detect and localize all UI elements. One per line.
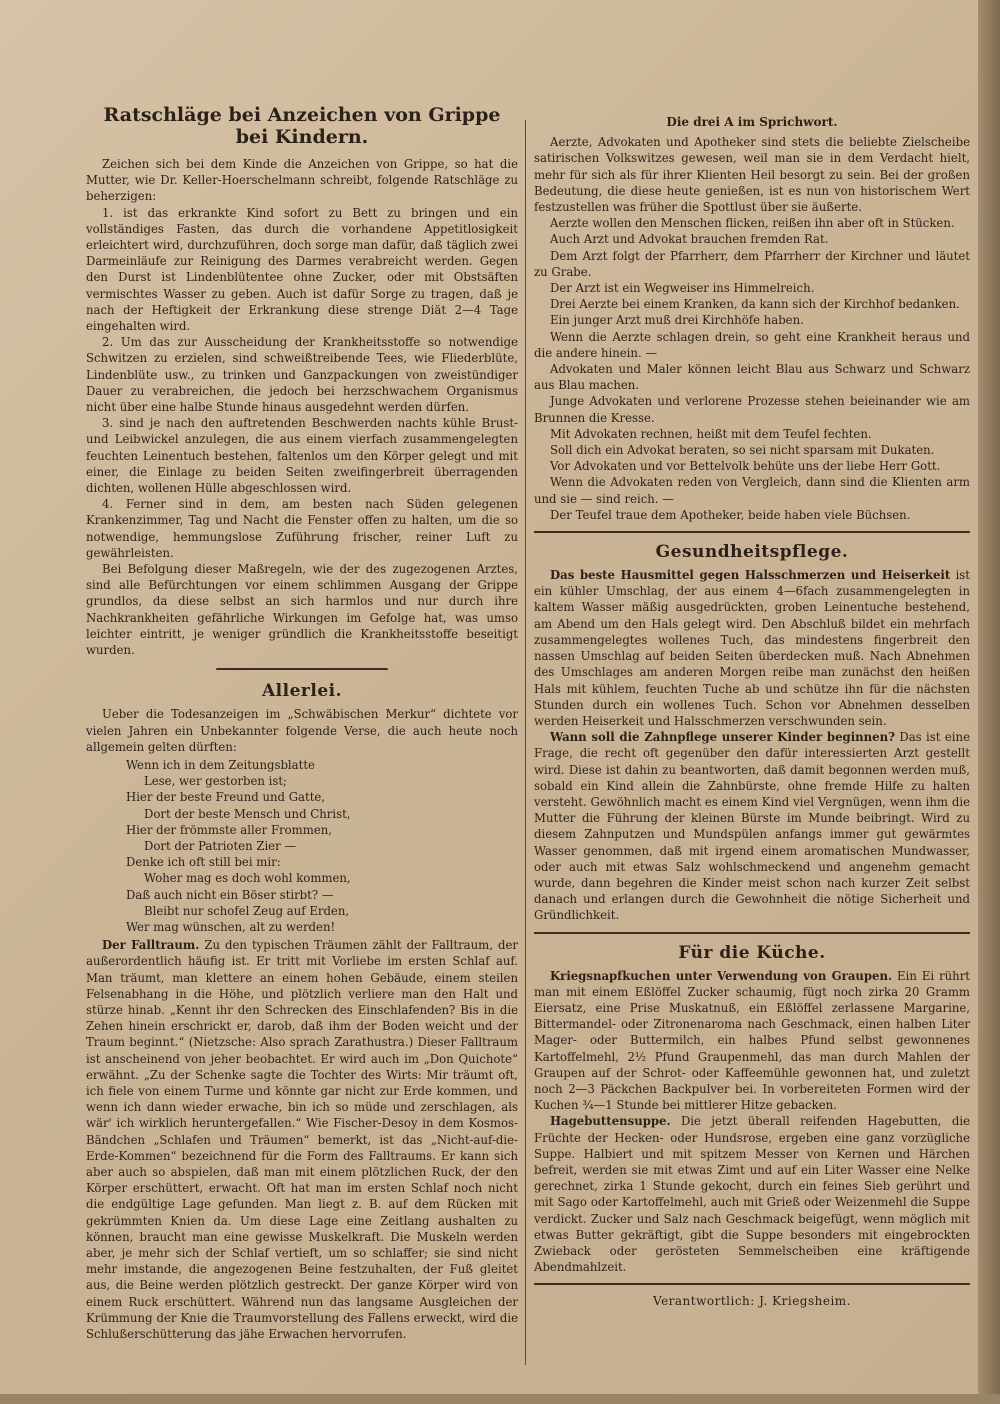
sprichwort-line: Der Arzt ist ein Wegweiser ins Himmelreich. — [550, 281, 815, 296]
kriegsnapfkuchen-paragraph — [534, 968, 970, 1114]
grippe-title-line2: bei Kindern. — [235, 126, 369, 148]
falltraum-paragraph — [86, 937, 518, 1342]
sprichwort-line: Der Teufel traue dem Apotheker, beide haben viele Büchsen. — [550, 507, 911, 522]
sprichwort-line: Junge Advokaten und verlorene Prozesse stehen beieinander wie am Brunnen die Kresse. — [534, 394, 970, 425]
sprichwort-line: Wenn die Aerzte schlagen drein, so geht eine Krankheit heraus und die andere hinein. — — [534, 329, 970, 360]
sprichwort-line: Aerzte, Advokaten und Apotheker sind stets die beliebte Zielscheibe satirischen Volkswitzes gewesen, weil man sie in dem Verdacht hielt, mehr für sich als für ihrer Klienten Heil besorgt zu sein. Bei der großen Bedeutung, die diese heute genießen, ist es nun von historischem Wert festzustellen was früher die Spottlust über sie äußerte. — [534, 135, 970, 215]
zahnpflege-lead: Wann soll die Zahnpflege unserer Kinder beginnen? — [550, 730, 895, 745]
poem-line: Dort der Patrioten Zier — — [144, 838, 297, 853]
grippe-intro: Zeichen sich bei dem Kinde die Anzeichen von Grippe, so hat die Mutter, wie Dr. Keller-Hoerschelmann schreibt, folgende Ratschläge zu beherzigen: — [86, 157, 518, 204]
page-edge-right — [978, 0, 1000, 1404]
signature: Verantwortlich: J. Kriegsheim. — [653, 1294, 851, 1309]
sprichwort-line: Aerzte wollen den Menschen flicken, reißen ihn aber oft in Stücken. — [550, 216, 955, 231]
grippe-list — [86, 205, 518, 561]
section-rule — [534, 932, 970, 934]
kriegsnapfkuchen-lead: Kriegsnapfkuchen unter Verwendung von Graupen. — [550, 968, 893, 983]
allerlei-title: Allerlei. — [261, 681, 343, 702]
sprichwort-line: Vor Advokaten und vor Bettelvolk behüte uns der liebe Herr Gott. — [550, 459, 941, 474]
section-rule — [216, 668, 389, 670]
right-column — [534, 98, 970, 1310]
page-edge-bottom — [0, 1394, 1000, 1404]
poem-line: Dort der beste Mensch und Christ, — [144, 806, 351, 821]
gesundheit-paragraph — [534, 567, 970, 729]
grippe-item-1: 1. ist das erkrankte Kind sofort zu Bett zu bringen und ein vollständiges Fasten, das durch die vorhandene Appetitlosigkeit erleichtert wird, durchzuführen, doch sorge man dafür, daß täglich zwei Darmeinläufe zur Reinigung des Darmes verabreicht werden. Gegen den Durst ist Lindenblütentee ohne Zucker, oder mit Obstsäften vermischtes Wasser zu geben. Auch ist dafür Sorge zu tragen, daß je nach der Heftigkeit der Erkrankung diese strenge Diät 2—4 Tage eingehalten wird. — [86, 205, 518, 334]
grippe-closing: Bei Befolgung dieser Maßregeln, wie der des zugezogenen Arztes, sind alle Befürchtungen vor einem schlimmen Ausgang der Grippe grundlos, da diese selbst an sich harmlos und nur durch ihre Nachkrankheiten gefährliche Wirkungen im Gefolge hat, was umso leichter eintritt, je weniger gründlich die Krankheitsstoffe beseitigt wurden. — [86, 562, 518, 658]
gesundheit-title: Gesundheitspflege. — [655, 542, 849, 563]
zahnpflege-paragraph — [534, 729, 970, 923]
sprichwort-line: Mit Advokaten rechnen, heißt mit dem Teufel fechten. — [550, 426, 872, 441]
sprichwort-line: Auch Arzt und Advokat brauchen fremden Rat. — [550, 232, 829, 247]
grippe-title-line1: Ratschläge bei Anzeichen von Grippe — [103, 104, 501, 126]
grippe-title — [86, 104, 518, 148]
allerlei-intro: Ueber die Todesanzeigen im „Schwäbischen Merkur“ dichtete vor vielen Jahren ein Unbekannter folgende Verse, die auch heute noch allgemein gelten dürften: — [86, 707, 518, 754]
falltraum-text: Zu den typischen Träumen zählt der Falltraum, der außerordentlich häufig ist. Er tritt mit Vorliebe im ersten Schlaf auf. Man träumt, man klettere an einem hohen Gebäude, einem steilen Felsenabhang in die Höhe, und plötzlich verliere man den Halt und stürze hinab. „Kennt ihr den Schrecken des Einschlafenden? Bis in die Zehen hinein erschrickt er, darob, daß ihm der Boden weicht und der Traum beginnt.“ (Nietzsche: Also sprach Zarathustra.) Dieser Falltraum ist anscheinend von jeher beobachtet. Er wird auch im „Don Quichote“ erwähnt. „Zu der Schenke sagte die Tochter des Wirts: Mir träumt oft, ich fiele von einem Turme und könnte gar nicht zur Erde kommen, und wenn ich dann wieder erwache, bin ich so müde und zerschlagen, als wär' ich wirklich heruntergefallen.“ Wie Fischer-Desoy in dem Kosmos-Bändchen „Schlafen und Träumen“ bemerkt, ist das „Nicht-auf-die-Erde-Kommen“ bezeichnend für die Form des Falltraums. Er kann sich aber auch so abspielen, daß man mit einem plötzlichen Ruck, der den Körper erschüttert, erwacht. Oft hat man im ersten Schlaf noch nicht die endgültige Lage gefunden. Man liegt z. B. auf dem Rücken mit gekrümmten Knien da. Um diese Lage eine Zeitlang aushalten zu können, braucht man eine gewisse Muskelkraft. Die Muskeln werden aber, je mehr sich der Schlaf vertieft, um so schlaffer; sie sind nicht mehr imstande, die angezogenen Beine festzuhalten, der Fuß gleitet aus, die Beine werden plötzlich gestreckt. Der ganze Körper wird von einem Ruck erschüttert. Während nun das langsame Ausgleichen der Krümmung der Knie die Traumvorstellung des Fallens erweckt, wird die Schlußerschütterung das jähe Erwachen hervorrufen. — [86, 938, 518, 1342]
poem-line: Denke ich oft still bei mir: — [126, 855, 281, 870]
poem-line: Wenn ich in dem Zeitungsblatte — [126, 757, 315, 772]
poem-line: Daß auch nicht ein Böser stirbt? — — [126, 887, 334, 902]
sprichwort-line: Wenn die Advokaten reden von Vergleich, dann sind die Klienten arm und sie — sind reich. — — [534, 475, 970, 506]
gesundheit-text: ist ein kühler Umschlag, der aus einem 4—6fach zusammengelegten in kaltem Wasser mäßig ausgedrückten, groben Leinentuche bestehend, am Abend um den Hals gelegt wird. Den Abschluß bildet ein mehrfach zusammengelegtes wollenes Tuch, das mindestens fingerbreit den nassen Umschlag auf beiden Seiten überdecken muß. Nach Abnehmen des Umschlages am anderen Morgen reibe man zunächst den heißen Hals mit kühlem, feuchten Tuche ab und schütze ihn für die nächsten Stunden durch ein wollenes Tuch. Schon vor Abnehmen desselben werden Heiserkeit und Halsschmerzen verschwunden sein. — [534, 568, 970, 728]
left-column — [86, 98, 518, 1342]
column-divider — [525, 120, 526, 1365]
poem-line: Hier der beste Freund und Gatte, — [126, 790, 326, 805]
zahnpflege-text: Das ist eine Frage, die recht oft gegenüber den dafür interessierten Arzt gestellt wird. Diese ist dahin zu beantworten, daß damit begonnen werden muß, sobald ein Kind allein die Zahnbürste, ohne fremde Hilfe zu halten versteht. Gewöhnlich macht es einem Kind viel Vergnügen, wenn ihm die Mutter die Führung der kleinen Bürste im Munde beibringt. Wird zu diesem Zahnputzen und Mundspülen anfangs immer gut gewärmtes Wasser genommen, daß mit irgend einem aromatischen Mundwasser, oder auch mit etwas Salz wohlschmeckend und angenehm gemacht wurde, dann begehren die Kinder meist schon nach kurzer Zeit selbst danach und erlangen durch die Gewohnheit die nötige Sicherheit und Gründlichkeit. — [534, 730, 970, 923]
poem-line: Hier der frömmste aller Frommen, — [126, 822, 333, 837]
hagebuttensuppe-lead: Hagebuttensuppe. — [550, 1114, 671, 1129]
sprichwort-title: Die drei A im Sprichwort. — [666, 115, 838, 129]
poem-line: Wer mag wünschen, alt zu werden! — [126, 919, 336, 934]
grippe-item-2: 2. Um das zur Ausscheidung der Krankheitsstoffe so notwendige Schwitzen zu erzielen, sind schweißtreibende Tees, wie Fliederblüte, Lindenblüte usw., zu trinken und Ganzpackungen von zweistündiger Dauer zu verabreichen, die jedoch bei herzschwachem Organismus nicht über eine halbe Stunde hinaus ausgedehnt werden dürfen. — [86, 335, 518, 415]
hagebuttensuppe-paragraph — [534, 1113, 970, 1275]
kriegsnapfkuchen-text: Ein Ei rührt man mit einem Eßlöffel Zucker schaumig, fügt noch zirka 20 Gramm Eiersatz, eine Prise Muskatnuß, ein Eßlöffel zerlassene Margarine, Bittermandel- oder Zitronenaroma nach Geschmack, einen halben Liter Mager- oder Buttermilch, ein halbes Pfund selbst gewonnenes Kartoffelmehl, 2½ Pfund Graupenmehl, das man durch Mahlen der Graupen auf der Schrot- oder Kaffeemühle gewonnen hat, und zuletzt noch 2—3 Päckchen Backpulver bei. In vorbereiteten Formen wird der Kuchen ¾—1 Stunde bei mittlerer Hitze gebacken. — [534, 968, 970, 1113]
sprichwort-line: Soll dich ein Advokat beraten, so sei nicht sparsam mit Dukaten. — [550, 443, 935, 458]
poem-line: Lese, wer gestorben ist; — [144, 774, 287, 789]
hagebuttensuppe-text: Die jetzt überall reifenden Hagebutten, die Früchte der Hecken- oder Hundsrose, ergeben eine ganz vorzügliche Suppe. Halbiert und mit spitzem Messer von Kernen und Härchen befreit, werden sie mit etwas Zimt und auf ein Liter Wasser eine Nelke gerechnet, zirka 1 Stunde gekocht, durch ein feines Sieb gerührt und mit Sago oder Kartoffelmehl, auch mit Grieß oder Weizenmehl die Suppe verdickt. Zucker und Salz nach Geschmack beigefügt, wenn möglich mit etwas Butter gekräftigt, gibt die Suppe besonders mit eingebrockten Zwieback oder gerösteten Semmelscheiben eine kräftigende Abendmahlzeit. — [534, 1114, 971, 1275]
grippe-item-4: 4. Ferner sind in dem, am besten nach Süden gelegenen Krankenzimmer, Tag und Nacht die Fenster offen zu halten, um die so notwendige, hemmungslose Zuführung frischer, reiner Luft zu gewährleisten. — [86, 497, 518, 560]
grippe-item-3: 3. sind je nach den auftretenden Beschwerden nachts kühle Brust- und Leibwickel anzulegen, die aus einem vierfach zusammengelegten feuchten Leinentuch bestehen, faltenlos um den Körper gelegt und mit einer, die Einlage zu beiden Seiten zweifingerbreit überragenden dichten, wollenen Hülle abgeschlossen wird. — [86, 416, 518, 496]
section-rule — [534, 531, 970, 533]
section-rule — [534, 1283, 970, 1285]
sprichwort-line: Ein junger Arzt muß drei Kirchhöfe haben. — [550, 313, 804, 328]
sprichwort-line: Drei Aerzte bei einem Kranken, da kann sich der Kirchhof bedanken. — [550, 297, 960, 312]
falltraum-lead: Der Falltraum. — [102, 938, 200, 953]
poem-line: Woher mag es doch wohl kommen, — [144, 871, 351, 886]
poem — [126, 757, 518, 935]
poem-line: Bleibt nur schofel Zeug auf Erden, — [144, 903, 350, 918]
gesundheit-lead: Das beste Hausmittel gegen Halsschmerzen und Heiserkeit — [550, 568, 951, 583]
kueche-title: Für die Küche. — [678, 942, 826, 963]
sprichwort-line: Dem Arzt folgt der Pfarrherr, dem Pfarrherr der Kirchner und läutet zu Grabe. — [534, 248, 970, 279]
sprichwort-line: Advokaten und Maler können leicht Blau aus Schwarz und Schwarz aus Blau machen. — [534, 362, 970, 393]
